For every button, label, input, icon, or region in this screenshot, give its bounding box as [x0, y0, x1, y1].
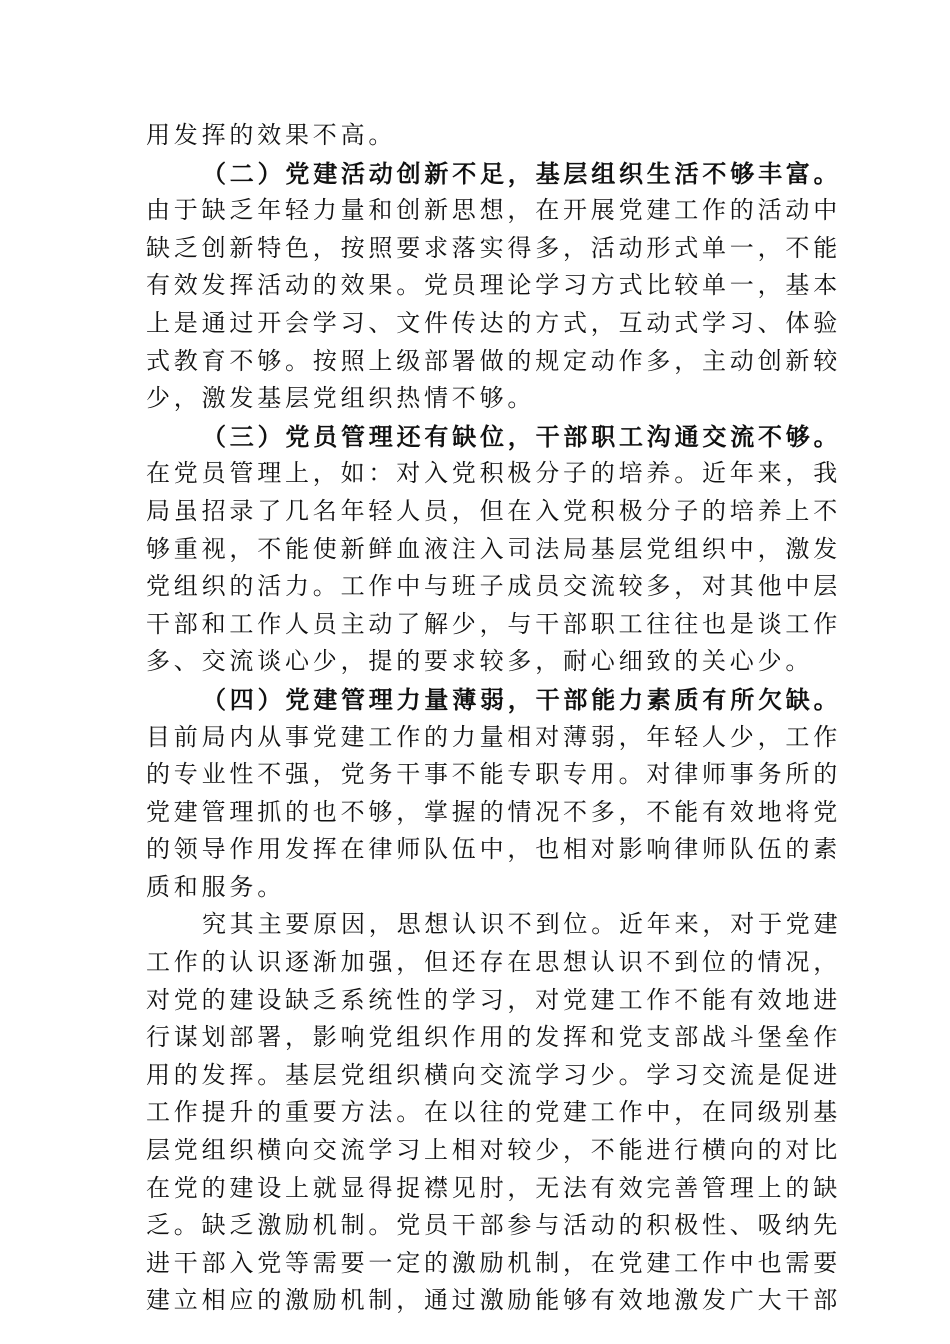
text-line: 行谋划部署，影响党组织作用的发挥和党支部战斗堡垒作 [146, 1023, 841, 1052]
text-line: 多、交流谈心少，提的要求较多，耐心细致的关心少。 [146, 647, 814, 676]
text-line: 用发挥的效果不高。 [146, 121, 397, 149]
section-heading-4: （四）党建管理力量薄弱，干部能力素质有所欠缺。 [202, 684, 842, 714]
paragraph-start: 究其主要原因，思想认识不到位。近年来，对于党建 [202, 910, 842, 939]
text-line: 上是通过开会学习、文件传达的方式，互动式学习、体验 [146, 308, 841, 337]
section-heading-3: （三）党员管理还有缺位，干部职工沟通交流不够。 [202, 421, 842, 451]
text-line: 建立相应的激励机制，通过激励能够有效地激发广大干部 [146, 1286, 841, 1315]
text-line: 用的发挥。基层党组织横向交流学习少。学习交流是促进 [146, 1060, 841, 1089]
text-line: 质和服务。 [146, 872, 285, 901]
text-line: 层党组织横向交流学习上相对较少，不能进行横向的对比 [146, 1136, 841, 1165]
text-line: 少，激发基层党组织热情不够。 [146, 384, 536, 413]
text-line: 乏。缺乏激励机制。党员干部参与活动的积极性、吸纳先 [146, 1211, 841, 1240]
text-line: 够重视，不能使新鲜血液注入司法局基层党组织中，激发 [146, 534, 841, 563]
text-line: 的专业性不强，党务干事不能专职专用。对律师事务所的 [146, 760, 841, 789]
text-line: 由于缺乏年轻力量和创新思想，在开展党建工作的活动中 [146, 196, 841, 225]
text-line: 工作提升的重要方法。在以往的党建工作中，在同级别基 [146, 1098, 841, 1127]
text-line: 党建管理抓的也不够，掌握的情况不多，不能有效地将党 [146, 797, 841, 826]
text-line: 局虽招录了几名年轻人员，但在入党积极分子的培养上不 [146, 496, 841, 525]
text-line: 进干部入党等需要一定的激励机制，在党建工作中也需要 [146, 1248, 841, 1277]
section-heading-2: （二）党建活动创新不足，基层组织生活不够丰富。 [202, 158, 842, 188]
text-line: 对党的建设缺乏系统性的学习，对党建工作不能有效地进 [146, 985, 841, 1014]
text-line: 党组织的活力。工作中与班子成员交流较多，对其他中层 [146, 572, 841, 601]
text-line: 在党员管理上，如：对入党积极分子的培养。近年来，我 [146, 459, 841, 488]
text-line: 缺乏创新特色，按照要求落实得多，活动形式单一，不能 [146, 233, 841, 262]
text-line: 的领导作用发挥在律师队伍中，也相对影响律师队伍的素 [146, 835, 841, 864]
text-line: 目前局内从事党建工作的力量相对薄弱，年轻人少，工作 [146, 722, 841, 751]
text-line: 式教育不够。按照上级部署做的规定动作多，主动创新较 [146, 346, 841, 375]
text-line: 干部和工作人员主动了解少，与干部职工往往也是谈工作 [146, 609, 841, 638]
text-line: 工作的认识逐渐加强，但还存在思想认识不到位的情况， [146, 948, 841, 977]
text-line: 在党的建设上就显得捉襟见肘，无法有效完善管理上的缺 [146, 1173, 841, 1202]
text-line: 有效发挥活动的效果。党员理论学习方式比较单一，基本 [146, 271, 841, 300]
document-body [146, 117, 842, 1320]
